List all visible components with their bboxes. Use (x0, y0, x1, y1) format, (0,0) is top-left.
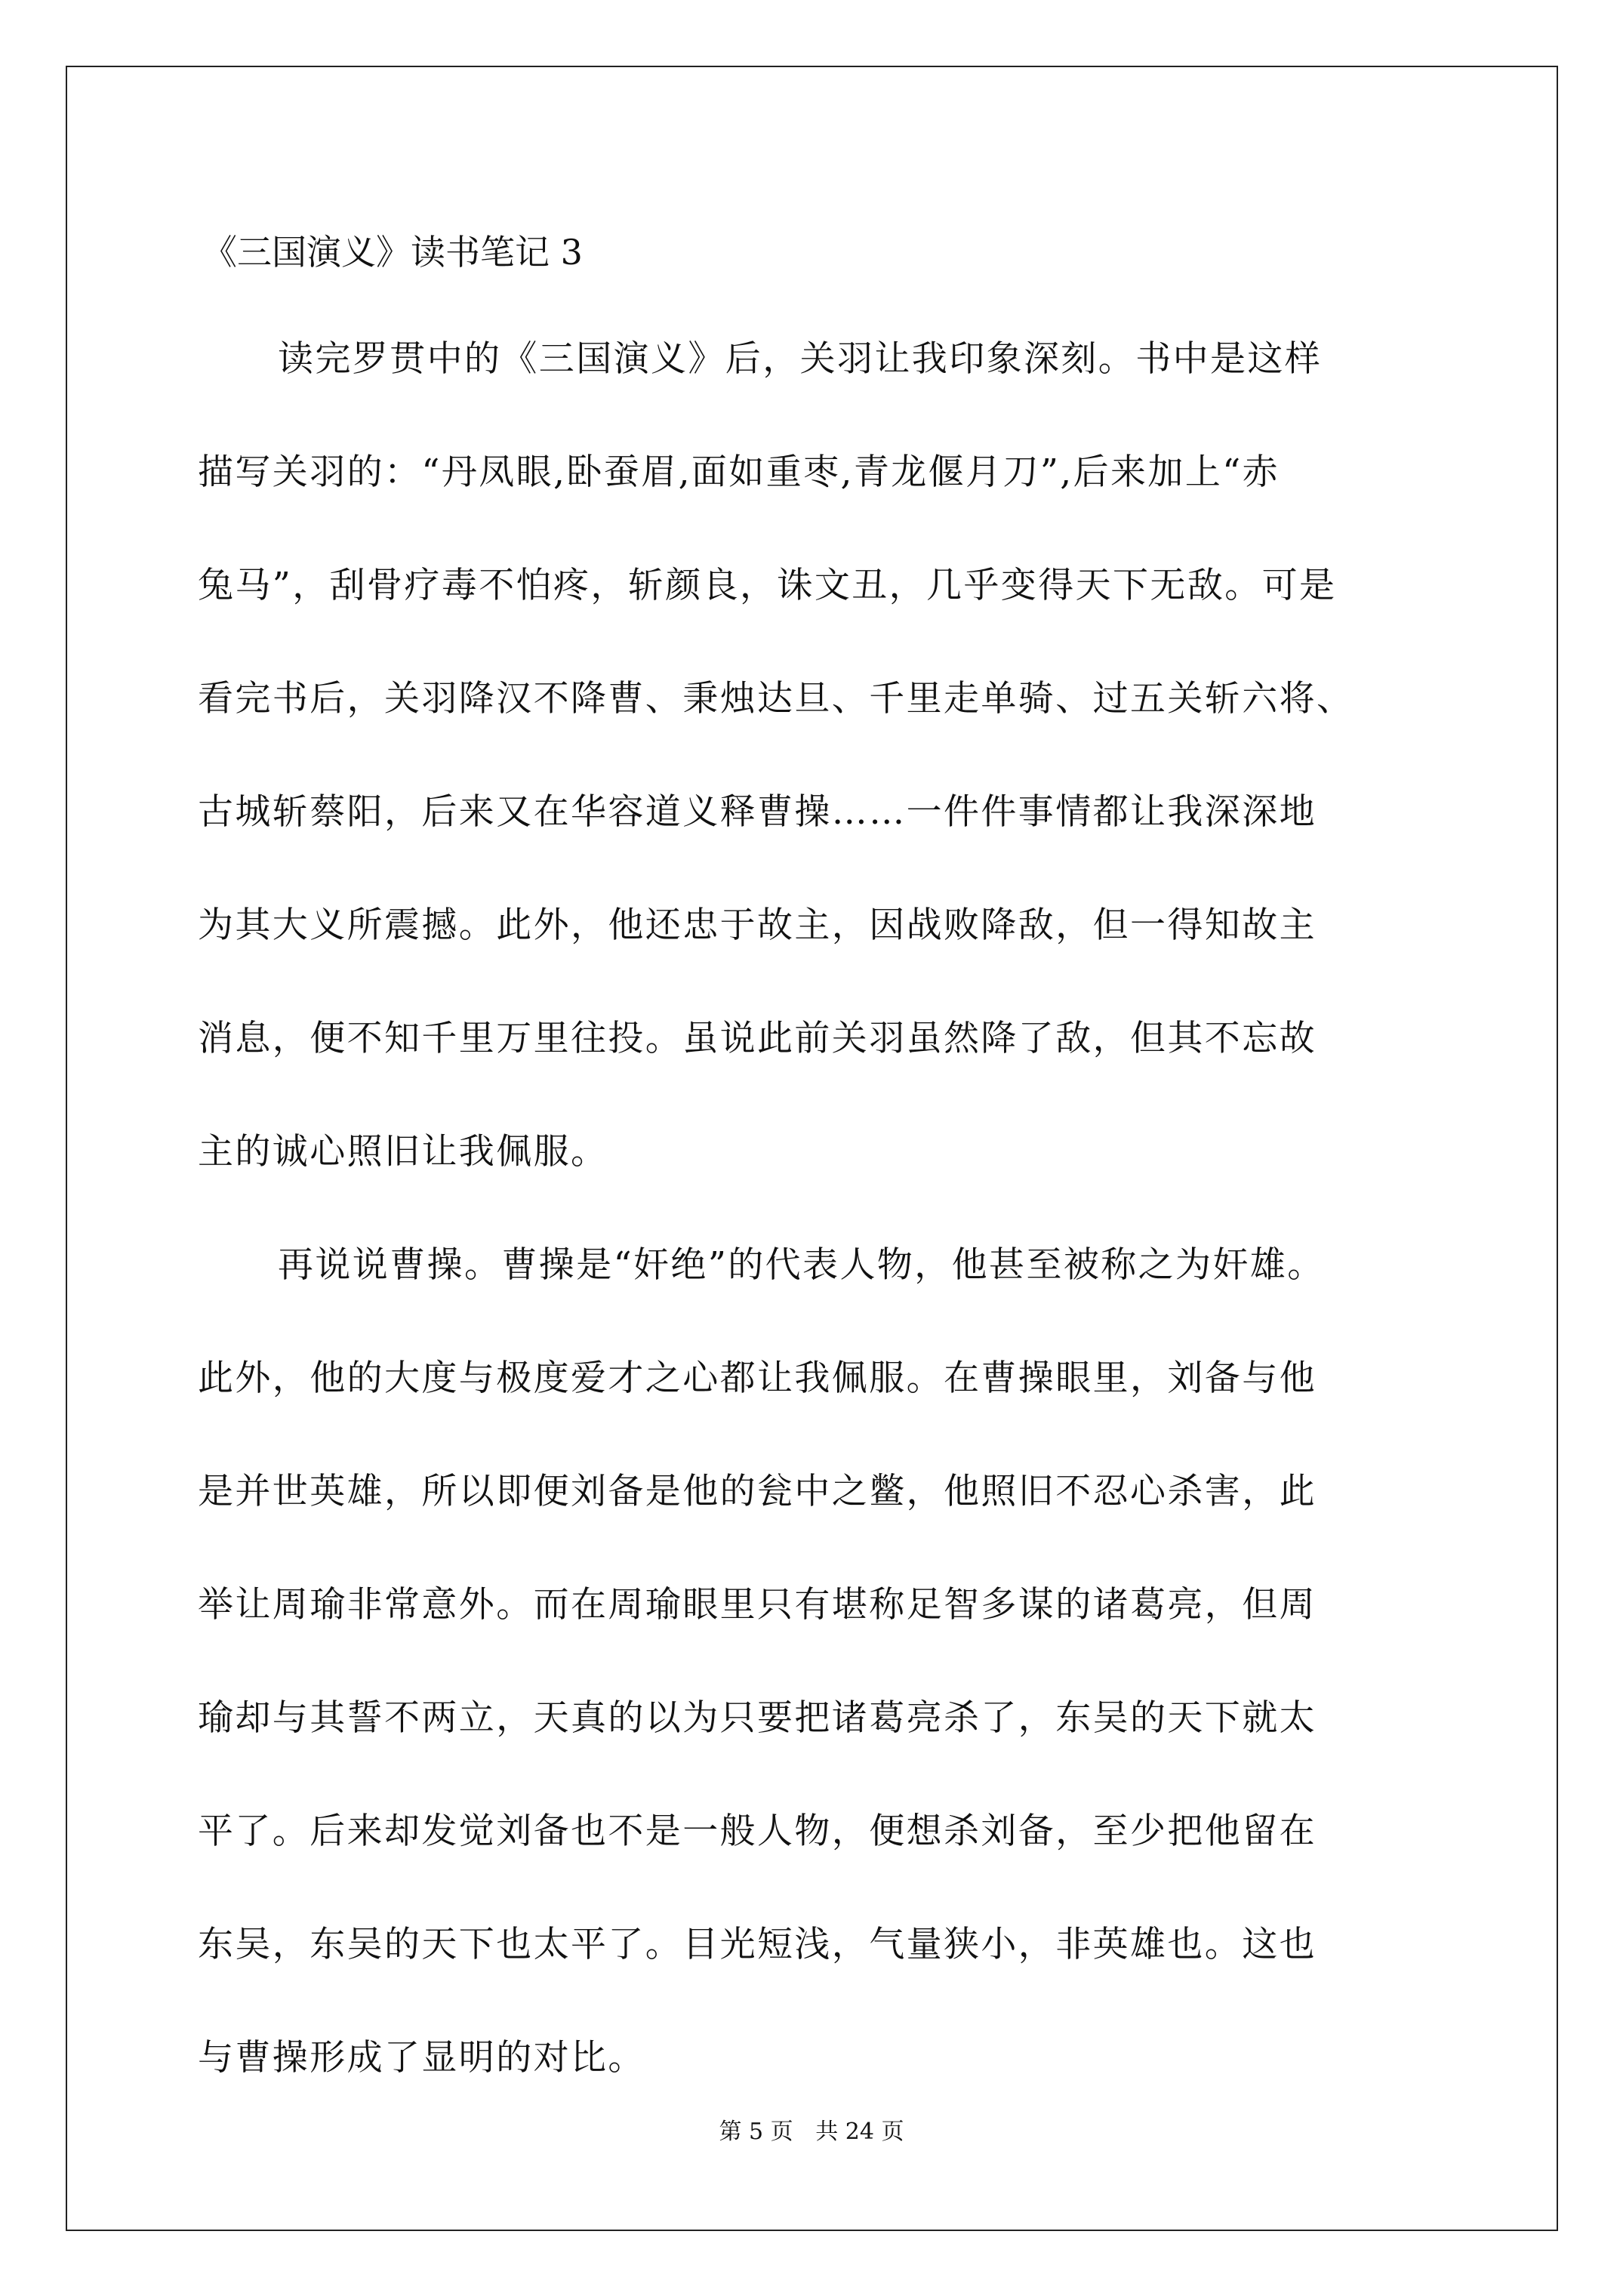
paragraph-line: 读完罗贯中的《三国演义》后，关羽让我印象深刻。书中是这样 (278, 338, 1323, 380)
paragraph-line: 描写关羽的：“丹凤眼,卧蚕眉,面如重枣,青龙偃月刀”,后来加上“赤 (198, 451, 1280, 493)
paragraph-line: 兔马”，刮骨疗毒不怕疼，斩颜良，诛文丑，几乎变得天下无敌。可是 (198, 565, 1337, 606)
paragraph-line: 再说说曹操。曹操是“奸绝”的代表人物，他甚至被称之为奸雄。 (278, 1244, 1325, 1286)
paragraph-line: 平了。后来却发觉刘备也不是一般人物，便想杀刘备，至少把他留在 (198, 1811, 1317, 1852)
paragraph-line: 瑜却与其誓不两立，天真的以为只要把诸葛亮杀了，东吴的天下就太 (198, 1697, 1317, 1739)
paragraph-line: 是并世英雄，所以即便刘备是他的瓮中之鳖，他照旧不忍心杀害，此 (198, 1471, 1317, 1512)
paragraph-line: 为其大义所震撼。此外，他还忠于故主，因战败降敌，但一得知故主 (198, 905, 1317, 946)
document-title: 《三国演义》读书笔记 3 (202, 232, 583, 273)
paragraph-line: 主的诚心照旧让我佩服。 (198, 1131, 608, 1173)
page-footer (0, 2117, 1623, 2147)
paragraph-2 (198, 1238, 1428, 2144)
paragraph-line: 消息，便不知千里万里往投。虽说此前关羽虽然降了敌，但其不忘故 (198, 1018, 1317, 1059)
paragraph-line: 举让周瑜非常意外。而在周瑜眼里只有堪称足智多谋的诸葛亮，但周 (198, 1584, 1317, 1626)
paragraph-line: 与曹操形成了显明的对比。 (198, 2037, 645, 2079)
paragraph-line: 此外，他的大度与极度爱才之心都让我佩服。在曹操眼里，刘备与他 (198, 1358, 1317, 1399)
page-number: 第 5 页 (719, 2119, 793, 2145)
paragraph-line: 东吴，东吴的天下也太平了。目光短浅，气量狭小，非英雄也。这也 (198, 1924, 1317, 1965)
paragraph-line: 看完书后，关羽降汉不降曹、秉烛达旦、千里走单骑、过五关斩六将、 (198, 678, 1354, 720)
document-body (198, 332, 1428, 2144)
page-total: 共 24 页 (815, 2119, 904, 2145)
paragraph-1 (198, 332, 1428, 1238)
paragraph-line: 古城斩蔡阳，后来又在华容道义释曹操……一件件事情都让我深深地 (198, 791, 1317, 833)
